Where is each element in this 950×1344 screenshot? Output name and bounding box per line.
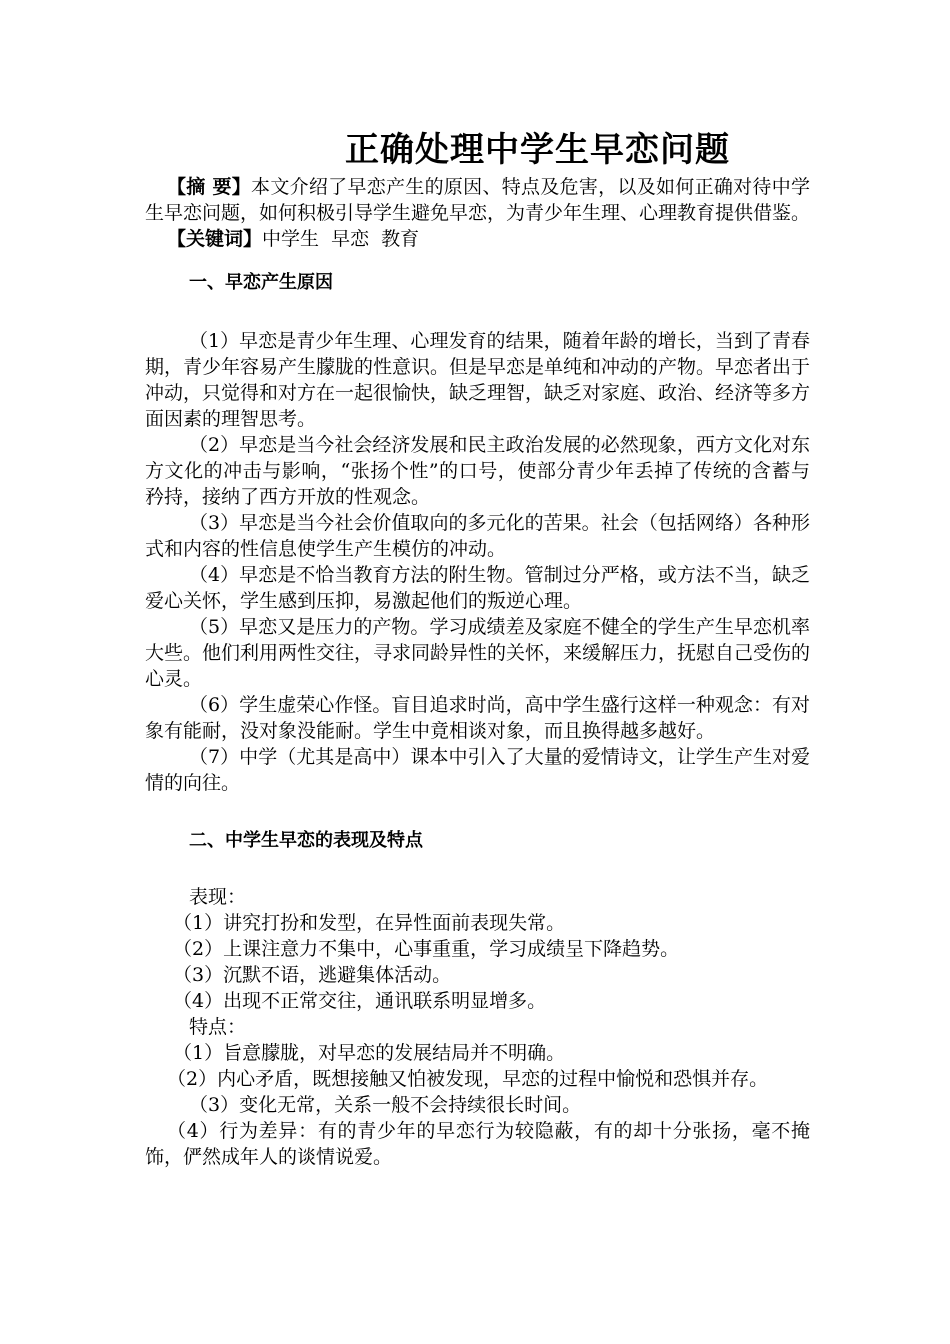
- keywords: [145, 226, 810, 252]
- keywords-text: 中学生 早恋 教育: [262, 228, 420, 250]
- feature-item-1: （1）旨意朦胧，对早恋的发展结局并不明确。: [173, 1042, 566, 1064]
- manifest-item-2: （2）上课注意力不集中，心事重重，学习成绩呈下降趋势。: [173, 938, 680, 960]
- manifest-item-1: （1）讲究打扮和发型，在异性面前表现失常。: [173, 912, 566, 934]
- section-1-paragraph-4: （4）早恋是不恰当教育方法的附生物。管制过分严格，或方法不当，缺乏爱心关怀，学生感到压抑，易激起他们的叛逆心理。: [145, 564, 810, 612]
- manifest-label: 表现：: [189, 886, 247, 908]
- section-1-paragraph-1: （1）早恋是青少年生理、心理发育的结果，随着年龄的增长，当到了青春期，青少年容易产生朦胧的性意识。但是早恋是单纯和冲动的产物。早恋者出于冲动，只觉得和对方在一起很愉快，缺乏理智，缺乏对家庭、政治、经济等多方面因素的理智思考。: [145, 330, 811, 430]
- manifest-item-4: （4）出现不正常交往，通讯联系明显增多。: [173, 990, 547, 1012]
- section-1-heading: 一、早恋产生原因: [189, 272, 333, 293]
- feature-label: 特点：: [189, 1016, 247, 1038]
- feature-item-2: （2）内心矛盾，既想接触又怕被发现，早恋的过程中愉悦和恐惧并存。: [167, 1068, 769, 1090]
- section-1-paragraph-2: （2）早恋是当今社会经济发展和民主政治发展的必然现象，西方文化对东方文化的冲击与影响，“张扬个性”的口号，使部分青少年丢掉了传统的含蓄与矜持，接纳了西方开放的性观念。: [145, 434, 810, 508]
- abstract: [145, 174, 810, 226]
- abstract-label: 【摘 要】: [167, 176, 252, 198]
- feature-item-4: （4）行为差异：有的青少年的早恋行为较隐蔽，有的却十分张扬，毫不掩饰，俨然成年人的谈情说爱。: [145, 1120, 810, 1168]
- keywords-label: 【关键词】: [167, 228, 263, 250]
- section-1-paragraph-3: （3）早恋是当今社会价值取向的多元化的苦果。社会（包括网络）各种形式和内容的性信息使学生产生模仿的冲动。: [145, 512, 810, 560]
- manifest-item-3: （3）沉默不语，逃避集体活动。: [173, 964, 452, 986]
- section-1-paragraph-7: （7）中学（尤其是高中）课本中引入了大量的爱情诗文，让学生产生对爱情的向往。: [145, 746, 810, 794]
- feature-item-3: （3）变化无常，关系一般不会持续很长时间。: [189, 1094, 582, 1116]
- document-title: 正确处理中学生早恋问题: [345, 130, 730, 170]
- section-2-heading: 二、中学生早恋的表现及特点: [189, 830, 423, 851]
- document-page: [145, 128, 810, 1170]
- abstract-text: 本文介绍了早恋产生的原因、特点及危害，以及如何正确对待中学生早恋问题，如何积极引导学生避免早恋，为青少年生理、心理教育提供借鉴。: [145, 176, 811, 224]
- section-1-paragraph-6: （6）学生虚荣心作怪。盲目追求时尚，高中学生盛行这样一种观念：有对象有能耐，没对象没能耐。学生中竟相谈对象，而且换得越多越好。: [145, 694, 810, 742]
- section-1-paragraph-5: （5）早恋又是压力的产物。学习成绩差及家庭不健全的学生产生早恋机率大些。他们利用两性交往，寻求同龄异性的关怀，来缓解压力，抚慰自己受伤的心灵。: [145, 616, 811, 690]
